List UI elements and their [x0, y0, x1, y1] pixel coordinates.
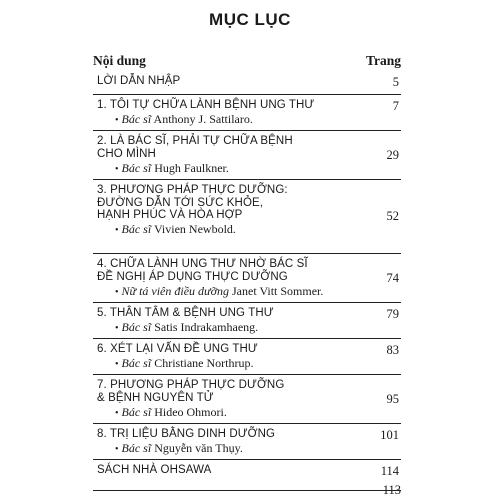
toc-entry-author [115, 112, 253, 127]
page-title: MỤC LỤC [209, 10, 291, 29]
author-role: Nữ tá viên điều dưỡng [121, 283, 229, 298]
toc-entry[interactable] [93, 95, 401, 131]
toc-entry-title: 3. PHƯƠNG PHÁP THỰC DƯỠNG: [97, 184, 288, 196]
bullet-icon: • [115, 115, 119, 127]
toc-entry[interactable] [93, 375, 401, 424]
bullet-icon: • [115, 163, 119, 175]
toc-entry-page: 74 [386, 270, 399, 285]
author-role: Bác sĩ [121, 320, 152, 335]
toc-entry-title: 1. TÔI TỰ CHỮA LÀNH BỆNH UNG THƯ [97, 99, 315, 111]
author-role: Bác sĩ [121, 112, 152, 127]
bullet-icon: • [115, 323, 119, 335]
toc-entry-author [115, 356, 254, 371]
bullet-icon: • [115, 407, 119, 419]
author-role: Bác sĩ [121, 356, 152, 371]
toc-entry-title: ĐƯỜNG DẪN TỚI SỨC KHỎE, [97, 196, 264, 209]
toc-entry-page: 7 [392, 99, 399, 113]
toc-entry[interactable] [93, 180, 401, 254]
author-name: Hideo Ohmori. [151, 404, 227, 419]
toc-entry-title: 5. THÂN TÂM & BỆNH UNG THƯ [97, 307, 274, 319]
toc-entry-title: 6. XÉT LẠI VẤN ĐỀ UNG THƯ [97, 343, 258, 355]
author-name: Vivien Newbold. [151, 222, 236, 237]
toc-entry-page: 79 [386, 307, 399, 321]
toc-entry-title: & BỆNH NGUYÊN TỬ [97, 391, 214, 404]
toc-entry-author [115, 320, 258, 335]
toc-entry-author [115, 284, 323, 299]
toc-entry-page: 29 [386, 147, 399, 162]
toc-list [93, 71, 401, 491]
author-role: Bác sĩ [121, 441, 152, 456]
toc-entry-page: 101 [380, 428, 399, 442]
toc-entry-page: 114 [380, 464, 399, 478]
author-name: Anthony J. Sattilaro. [151, 112, 253, 127]
author-name: Janet Vitt Sommer. [229, 283, 324, 298]
toc-entry-title: LỜI DẪN NHẬP [97, 75, 181, 87]
toc-entry[interactable] [93, 303, 401, 339]
toc-entry-page: 83 [386, 343, 399, 357]
toc-entry[interactable] [93, 131, 401, 180]
toc-entry-page: 5 [392, 75, 399, 89]
page-column-label: Trang [365, 53, 401, 68]
toc-entry-title: CHO MÌNH [97, 147, 156, 160]
toc-entry-page: 95 [386, 391, 399, 406]
bullet-icon: • [115, 286, 119, 298]
author-role: Bác sĩ [121, 222, 152, 237]
toc-entry-author [115, 222, 236, 237]
author-name: Christiane Northrup. [151, 356, 254, 371]
toc-entry[interactable] [93, 339, 401, 375]
author-name: Nguyễn văn Thụy. [151, 441, 243, 456]
content-column-label: Nội dung [93, 53, 146, 68]
bullet-icon: • [115, 225, 119, 237]
toc-entry[interactable] [93, 424, 401, 460]
toc-entry-title: ĐỀ NGHỊ ÁP DỤNG THỰC DƯỠNG [97, 270, 288, 283]
toc-entry-title: HẠNH PHÚC VÀ HÒA HỢP [97, 209, 243, 222]
toc-entry-title: 8. TRỊ LIỆU BẰNG DINH DƯỠNG [97, 428, 276, 440]
author-role: Bác sĩ [121, 160, 152, 175]
toc-entry[interactable] [93, 254, 401, 303]
toc-entry-author [115, 161, 229, 176]
toc-entry-author [115, 441, 243, 456]
toc-entry-title: 7. PHƯƠNG PHÁP THỰC DƯỠNG [97, 379, 285, 391]
toc-entry-page: 52 [386, 209, 399, 224]
trailing-page-number: 113 [382, 483, 401, 497]
author-name: Hugh Faulkner. [151, 160, 229, 175]
author-role: Bác sĩ [121, 404, 152, 419]
toc-entry[interactable] [93, 71, 401, 95]
author-name: Satis Indrakamhaeng. [151, 320, 259, 335]
bullet-icon: • [115, 444, 119, 456]
bullet-icon: • [115, 359, 119, 371]
toc-entry-title: 2. LÀ BÁC SĨ, PHẢI TỰ CHỮA BỆNH [97, 135, 293, 147]
toc-entry-title: 4. CHỮA LÀNH UNG THƯ NHỜ BÁC SĨ [97, 258, 308, 270]
toc-entry-title: SÁCH NHÀ OHSAWA [97, 464, 212, 476]
toc-entry-author [115, 405, 227, 420]
toc-entry[interactable] [93, 460, 401, 491]
